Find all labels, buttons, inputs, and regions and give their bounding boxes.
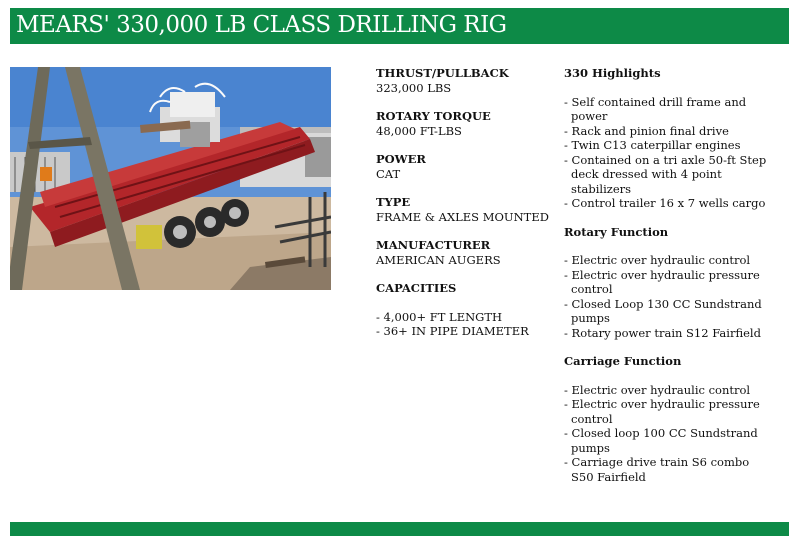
specs-column (376, 66, 556, 353)
spec-power (376, 152, 556, 181)
spec-capacities (376, 281, 556, 339)
spec-value: 323,000 LBS (376, 80, 452, 95)
rig-illustration (10, 67, 331, 290)
section-title: 330 Highlights (564, 66, 661, 80)
spec-label: ROTARY TORQUE (376, 109, 491, 123)
section-title: Carriage Function (564, 354, 682, 368)
page-title: MEARS' 330,000 LB CLASS DRILLING RIG (16, 12, 507, 38)
list-item: - Control trailer 16 x 7 wells cargo (564, 196, 766, 210)
spec-label: MANUFACTURER (376, 238, 491, 252)
title-bar (10, 8, 789, 44)
spec-value: CAT (376, 166, 401, 181)
list-item: - Contained on a tri axle 50-ft Step deck dressed with 4 point stabilizers (564, 152, 767, 196)
list-item: - Rack and pinion final drive (564, 123, 729, 138)
spec-type (376, 195, 556, 224)
list-item: - Rotary power train S12 Fairfield (564, 325, 761, 340)
list-item: - Electric over hydraulic pressure control (564, 267, 760, 296)
list-item: - Closed loop 100 CC Sundstrand pumps (564, 426, 758, 455)
list-item: - 4,000+ FT LENGTH (376, 309, 503, 324)
section-carriage-function (564, 354, 774, 484)
list-item: - Electric over hydraulic control (564, 253, 751, 267)
section-title: Rotary Function (564, 224, 669, 239)
list-item: - 36+ IN PIPE DIAMETER (376, 324, 529, 338)
section-rotary-function (564, 225, 774, 341)
spec-value: AMERICAN AUGERS (376, 252, 501, 267)
spec-label: POWER (376, 152, 426, 166)
list-item: - Closed Loop 130 CC Sundstrand pumps (564, 296, 762, 325)
spec-manufacturer (376, 238, 556, 267)
list-item: - Carriage drive train S6 combo S50 Fairfield (564, 455, 750, 484)
list-item: - Self contained drill frame and power (564, 94, 747, 123)
spec-value: FRAME & AXLES MOUNTED (376, 209, 549, 224)
spec-thrust (376, 66, 556, 95)
capacities-list (376, 310, 556, 339)
spec-rotary-torque (376, 109, 556, 138)
list-item: - Twin C13 caterpillar engines (564, 138, 741, 152)
drilling-rig-photo (10, 67, 331, 290)
spec-value: 48,000 FT-LBS (376, 123, 462, 138)
list-item: - Electric over hydraulic control (564, 382, 751, 397)
spec-label: TYPE (376, 195, 411, 209)
spec-label: THRUST/PULLBACK (376, 66, 509, 80)
spec-label: CAPACITIES (376, 281, 457, 295)
section-highlights (564, 66, 774, 211)
footer-bar (10, 522, 789, 536)
list-item: - Electric over hydraulic pressure control (564, 397, 760, 426)
features-column (564, 66, 774, 498)
